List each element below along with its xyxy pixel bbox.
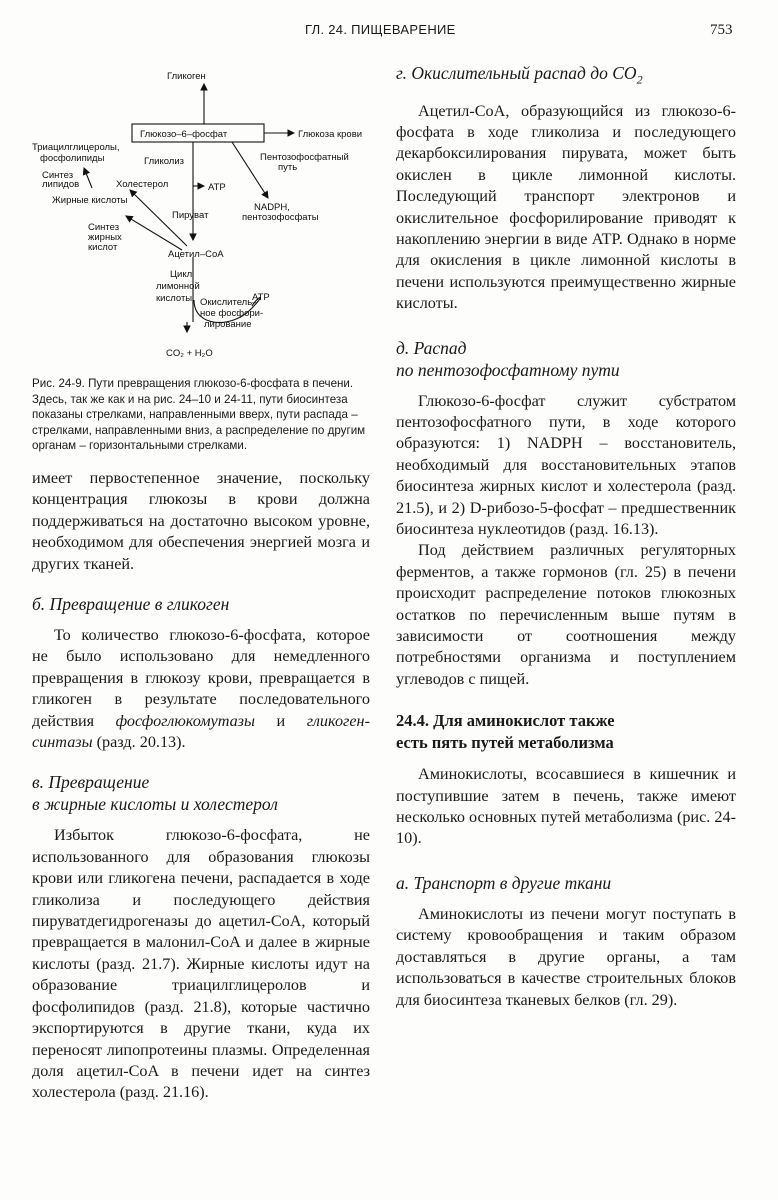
label-glycogen: Гликоген — [167, 71, 206, 82]
label-atp-2: ATP — [252, 292, 270, 303]
label-atp-1: ATP — [208, 182, 226, 193]
label-blood-glucose: Глюкоза крови — [298, 129, 363, 140]
right-column — [396, 62, 736, 1011]
page-header — [0, 22, 778, 46]
label-synth-fa-1: Синтез — [88, 222, 120, 233]
label-synthesis-lipids-1: Синтез — [42, 170, 74, 181]
section-heading-24-4 — [396, 710, 736, 754]
paragraph-continuation: имеет первостепенное значение, поскольку концентрация глюкозы в крови должна поддерживаться на достаточно высоком уровне, необходимом для обеспечения энергией мозга и других тканей. — [32, 468, 370, 573]
heading-g-subscript: 2 — [636, 72, 643, 87]
label-synth-fa-2: жирных — [88, 232, 122, 243]
label-pentose-1: Пентозофосфатный — [260, 152, 349, 163]
heading-v-line-2: в жирные кислоты и холестерол — [32, 794, 278, 815]
heading-d — [396, 337, 736, 381]
heading-d-line-1: д. Распад — [396, 337, 467, 358]
pathway-diagram — [32, 60, 370, 372]
figure-24-9 — [32, 60, 370, 372]
label-g6p: Глюкозо–6–фосфат — [140, 129, 228, 140]
page-number: 753 — [710, 22, 733, 38]
paragraph-d1: Глюкозо-6-фосфат служит субстратом пентозофосфатного пути, в ходе которого образуются: 1) NADPH – восстановитель, необходимый для восстановительных этапов биосинтеза жирных кислот и холестерола (разд. 21.5), и 2) D-рибозо-5-фосфат – предшественник биосинтеза нуклеотидов (разд. 16.13). — [396, 391, 736, 538]
label-fatty-acids: Жирные кислоты — [52, 195, 128, 206]
label-pentose-2: путь — [278, 162, 298, 173]
label-oxphos-3: лирование — [204, 319, 252, 330]
chapter-title: ГЛ. 24. ПИЩЕВАРЕНИЕ — [305, 22, 456, 37]
label-nadph-2: пентозофосфаты — [242, 212, 319, 223]
heading-v-line-1: в. Превращение — [32, 772, 150, 793]
enzyme-glycogen-synthase: гликоген-синтазы — [32, 711, 370, 752]
paragraph-b-text-1: То количество глюкозо-6-фосфата, которое не было использовано для немедленного превращения в глюкозу крови, превращается в гликоген в результате последовательного действия — [32, 626, 370, 730]
label-products: CO₂ + H₂O — [166, 348, 213, 359]
label-cycle-2: лимонной — [156, 281, 200, 292]
label-oxphos-2: ное фосфори- — [200, 308, 264, 319]
label-cholesterol: Холестерол — [116, 179, 169, 190]
label-nadph-1: NADPH, — [254, 202, 290, 213]
label-cycle-3: кислоты — [156, 293, 193, 304]
label-pyruvate: Пируват — [172, 210, 209, 221]
heading-a: а. Транспорт в другие ткани — [396, 872, 612, 893]
heading-b: б. Превращение в гликоген — [32, 594, 230, 614]
heading-g-text: г. Окислительный распад до CO — [396, 63, 637, 83]
figure-caption: Рис. 24-9. Пути превращения глюкозо-6-фосфата в печени. Здесь, так же как и на рис. 24–10 и 24-11, пути биосинтеза показаны стрелками, направленными вверх, пути распада – стрелками, направленными вниз, а распределение по другим органам – горизонтальными стрелками. — [32, 377, 366, 453]
label-triacylglycerols: Триацилглицеролы, — [32, 142, 120, 153]
heading-g — [396, 62, 736, 91]
label-synthesis-lipids-2: липидов — [42, 179, 80, 190]
left-column — [32, 60, 370, 1104]
paragraph-v: Избыток глюкозо-6-фосфата, не использованного для образования глюкозы крови или гликогена печени, распадается в ходе гликолиза и последующего действия пируватдегидрогеназы до ацетил-CoA, который превращается в малонил-CoA и далее в жирные кислоты (разд. 21.7). Жирные кислоты идут на образование триацилглицеролов и фосфолипидов (разд. 21.8), которые частично экспортируются в другие ткани, куда их переносят липопротеины плазмы. Определенная доля ацетил-CoA в печени идет на синтез холестерола (разд. 21.16). — [32, 826, 370, 1102]
label-glycolysis: Гликолиз — [144, 156, 185, 167]
heading-d-line-2: по пентозофосфатному пути — [396, 359, 620, 380]
label-acetyl-coa: Ацетил–CoA — [168, 249, 224, 260]
enzyme-phosphoglucomutase: фосфоглюкомутазы — [115, 711, 255, 730]
paragraph-a: Аминокислоты из печени могут поступать в систему кровообращения и таким образом доставляться в другие органы, а там использоваться в качестве строительных блоков для биосинтеза тканевых белков (гл. 29). — [396, 904, 736, 1009]
label-phospholipids: фосфолипиды — [40, 153, 105, 164]
label-synth-fa-3: кислот — [88, 242, 118, 253]
section-heading-line-2: есть пять путей метаболизма — [396, 733, 614, 753]
paragraph-b-text-2: и — [254, 711, 307, 730]
paragraph-24-4: Аминокислоты, всосавшиеся в кишечник и поступившие затем в печень, также имеют несколько основных путей метаболизма (рис. 24-10). — [396, 765, 736, 848]
heading-v — [32, 771, 370, 815]
paragraph-b-text-3: (разд. 20.13). — [92, 733, 186, 752]
paragraph-d2: Под действием различных регуляторных ферментов, а также гормонов (гл. 25) в печени происходит распределение потоков глюкозных остатков по перечисленным выше путям в зависимости от соотношения между потребностями организма и поступлением углеводов с пищей. — [396, 541, 736, 688]
section-heading-line-1: 24.4. Для аминокислот также — [396, 711, 615, 731]
paragraph-b — [32, 625, 370, 753]
label-cycle-1: Цикл — [170, 269, 193, 280]
label-oxphos-1: Окислитель– — [200, 297, 258, 308]
paragraph-g: Ацетил-CoA, образующийся из глюкозо-6-фосфата в ходе гликолиза и последующего декарбоксилирования пирувата, может быть окислен в цикле лимонной кислоты. Последующий транспорт электронов и окислительное фосфорилирование приводят к накоплению энергии в виде ATP. Однако в норме для окисления в цикле лимонной кислоты в печени используются преимущественно жирные кислоты. — [396, 101, 736, 313]
